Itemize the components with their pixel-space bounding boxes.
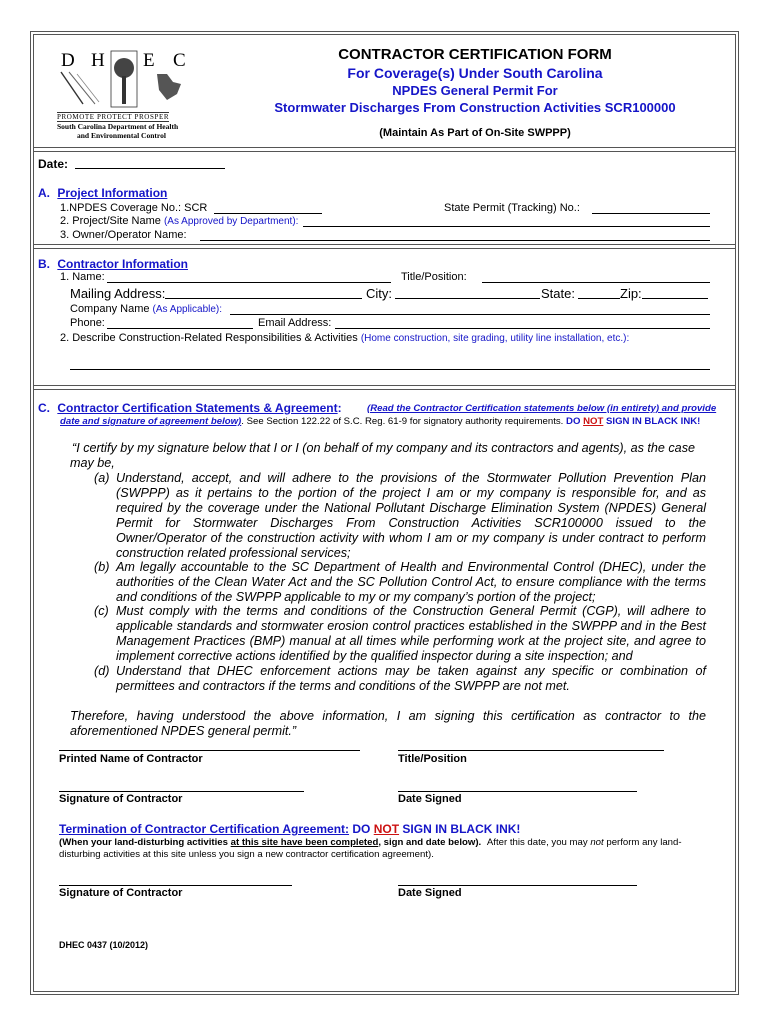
section-c-colon: : — [337, 401, 342, 415]
item-a-line: Owner/Operator of the construction activity with whom I am or my company is under contract to perform — [116, 531, 706, 545]
printed-name-field[interactable] — [59, 750, 360, 751]
section-c-heading — [38, 401, 342, 415]
section-c-instruction-1: (Read the Contractor Certification statements below (in entirety) and provide — [367, 403, 717, 414]
signature-field[interactable] — [59, 791, 304, 792]
item-c-label: (c) — [94, 604, 109, 618]
item-d-label: (d) — [94, 664, 110, 678]
statement-intro-line-1: “I certify by my signature below that I or I (on behalf of my company and its contractors and agents), as the case — [72, 441, 695, 455]
termination-after-1: After this date, you may — [486, 837, 588, 848]
state-label: State: — [541, 286, 575, 301]
company-name-row — [70, 303, 222, 315]
divider-b — [34, 385, 735, 390]
termination-date-field[interactable] — [398, 885, 637, 886]
item-a-line: Understand, accept, and will adhere to the provisions of the Stormwater Pollution Prevention Plan — [116, 471, 706, 485]
item-a-line: construction related professional services; — [116, 546, 351, 560]
svg-text:D: D — [61, 50, 77, 71]
describe-note: (Home construction, site grading, utility line installation, etc.): — [360, 333, 630, 344]
project-name-note: (As Approved by Department): — [163, 216, 299, 227]
divider-header — [34, 147, 735, 152]
email-label: Email Address: — [258, 317, 332, 329]
item-d-line: permittees and contractors if the terms and conditions of the SWPPP are not met. — [116, 679, 570, 693]
logo-agency-line2: and Environmental Control — [77, 131, 166, 140]
section-a-heading — [38, 186, 167, 200]
svg-text:C: C — [173, 50, 186, 71]
item-c-text — [116, 604, 706, 664]
item-c-line: applicable standards and stormwater erosion control practices established in the SWPPP and in the Best — [116, 619, 706, 633]
termination-date-label: Date Signed — [398, 887, 462, 899]
divider-a — [34, 244, 735, 249]
zip-field[interactable] — [642, 298, 708, 299]
termination-when-3: , sign and date below). — [378, 837, 482, 848]
termination-sign-black: SIGN IN BLACK INK! — [402, 822, 521, 836]
termination-after-not: not — [590, 837, 604, 848]
item-b-line: and conditions of the SWPPP applicable to my or my company’s portion of the project; — [116, 590, 596, 604]
termination-when-1: (When your land-disturbing activities — [59, 837, 228, 848]
closing-line-1: Therefore, having understood the above information, I am signing this certification as contractor to the — [70, 709, 706, 723]
item-a-text — [116, 471, 706, 561]
company-name-note: (As Applicable): — [152, 304, 223, 315]
city-label: City: — [366, 286, 392, 301]
state-permit-field[interactable] — [592, 213, 710, 214]
item-b-label: (b) — [94, 560, 110, 574]
signature-label: Signature of Contractor — [59, 793, 183, 805]
termination-when-2: at this site have been completed — [230, 837, 379, 848]
phone-label: Phone: — [70, 317, 105, 329]
logo-motto: PROMOTE PROTECT PROSPER — [57, 113, 170, 121]
mailing-address-label: Mailing Address: — [70, 286, 166, 301]
city-field[interactable] — [395, 298, 540, 299]
title-position-label: Title/Position — [398, 753, 467, 765]
termination-signature-field[interactable] — [59, 885, 292, 886]
item-d-line: Understand that DHEC enforcement actions may be taken against any specific or combination of — [116, 664, 706, 678]
describe-field[interactable] — [70, 369, 710, 370]
section-c-title: Contractor Certification Statements & Agreement — [57, 401, 338, 415]
item-c-line: Must comply with the terms and conditions of the Construction General Permit (CGP), will adhere to — [116, 604, 706, 618]
item-b-line: Am legally accountable to the SC Department of Health and Environmental Control (DHEC), under the — [116, 560, 706, 574]
permit-line-1: NPDES General Permit For — [392, 83, 558, 98]
item-a-line: required by the coverage under the National Pollutant Discharge Elimination System (NPDES) General — [116, 501, 706, 515]
section-b-letter: B. — [38, 257, 50, 271]
date-signed-field[interactable] — [398, 791, 637, 792]
form-subtitle: For Coverage(s) Under South Carolina — [347, 65, 603, 81]
section-b-heading — [38, 257, 188, 271]
logo-agency-line1: South Carolina Department of Health — [57, 122, 179, 131]
item-a-line: Permit for Stormwater Discharges From Construction Activities SCR100000 issued to the — [116, 516, 706, 530]
section-b-title: Contractor Information — [57, 257, 189, 271]
dhec-logo — [55, 48, 195, 140]
instruction-reference: . See Section 122.22 of S.C. Reg. 61-9 for signatory authority requirements. — [241, 416, 564, 427]
svg-text:H: H — [91, 50, 105, 71]
termination-signature-label: Signature of Contractor — [59, 887, 183, 899]
date-label: Date: — [38, 157, 69, 171]
project-name-field[interactable] — [303, 226, 710, 227]
owner-operator-field[interactable] — [200, 240, 710, 241]
company-name-label: Company Name — [70, 303, 150, 315]
statement-intro-line-2: may be, — [70, 456, 115, 470]
date-field[interactable] — [75, 168, 225, 169]
npdes-coverage-label: 1.NPDES Coverage No.: SCR — [60, 202, 208, 214]
state-field[interactable] — [578, 298, 620, 299]
title-position-field[interactable] — [398, 750, 664, 751]
project-name-label: 2. Project/Site Name — [60, 215, 161, 227]
termination-instructions-line-2: disturbing activities at this site unless you sign a new contractor certification agreement). — [59, 849, 434, 860]
section-c-letter: C. — [38, 401, 50, 415]
describe-label: 2. Describe Construction-Related Responsibilities & Activities — [60, 332, 358, 344]
svg-text:E: E — [143, 50, 155, 71]
item-c-line: Management Practices (BMP) manual at all times while performing work at the project site, and agree to — [116, 634, 706, 648]
contractor-title-field[interactable] — [482, 282, 710, 283]
termination-heading — [59, 822, 520, 836]
project-name-row — [60, 215, 298, 227]
describe-row — [60, 332, 629, 344]
contractor-name-label: 1. Name: — [60, 271, 105, 283]
printed-name-label: Printed Name of Contractor — [59, 753, 203, 765]
dhec-tree-emblem-icon — [55, 48, 195, 110]
form-title: CONTRACTOR CERTIFICATION FORM — [338, 46, 612, 63]
contractor-name-field[interactable] — [107, 282, 391, 283]
item-c-line: implement corrective actions identified by the qualified inspector during a site inspection; and — [116, 649, 633, 663]
statement-closing — [70, 709, 706, 739]
item-b-text — [116, 560, 706, 605]
termination-do: DO — [352, 822, 371, 836]
zip-label: Zip: — [620, 286, 642, 301]
termination-instructions-line-1 — [59, 837, 682, 848]
item-b-line: authorities of the Clean Water Act and the SC Pollution Control Act, to ensure compliance with the terms — [116, 575, 706, 589]
section-c-instruction-2 — [60, 416, 700, 427]
owner-operator-label: 3. Owner/Operator Name: — [60, 229, 187, 241]
contractor-title-label: Title/Position: — [401, 271, 467, 283]
mailing-address-field[interactable] — [165, 298, 362, 299]
instruction-emphasis: date and signature of agreement below) — [60, 416, 242, 427]
npdes-coverage-field[interactable] — [214, 213, 322, 214]
item-a-line: (SWPPP) as it pertains to the portion of the project I am or my company is responsible for, and as — [116, 486, 706, 500]
email-field[interactable] — [335, 328, 710, 329]
state-permit-label: State Permit (Tracking) No.: — [444, 202, 580, 214]
permit-line-2: Stormwater Discharges From Construction Activities SCR100000 — [274, 100, 676, 115]
do-not-sign-warning: DO NOT SIGN IN BLACK INK! — [566, 416, 701, 427]
section-a-letter: A. — [38, 186, 50, 200]
swppp-note: (Maintain As Part of On-Site SWPPP) — [379, 127, 571, 139]
termination-title: Termination of Contractor Certification Agreement: — [59, 822, 350, 836]
termination-after-2: perform any land- — [606, 837, 682, 848]
termination-not: NOT — [373, 822, 400, 836]
item-a-label: (a) — [94, 471, 110, 485]
form-number: DHEC 0437 (10/2012) — [59, 940, 149, 950]
company-name-field[interactable] — [230, 314, 710, 315]
section-a-title: Project Information — [57, 186, 168, 200]
date-signed-label: Date Signed — [398, 793, 462, 805]
item-d-text — [116, 664, 706, 694]
closing-line-2: aforementioned NPDES general permit.” — [70, 724, 297, 738]
phone-field[interactable] — [107, 328, 253, 329]
